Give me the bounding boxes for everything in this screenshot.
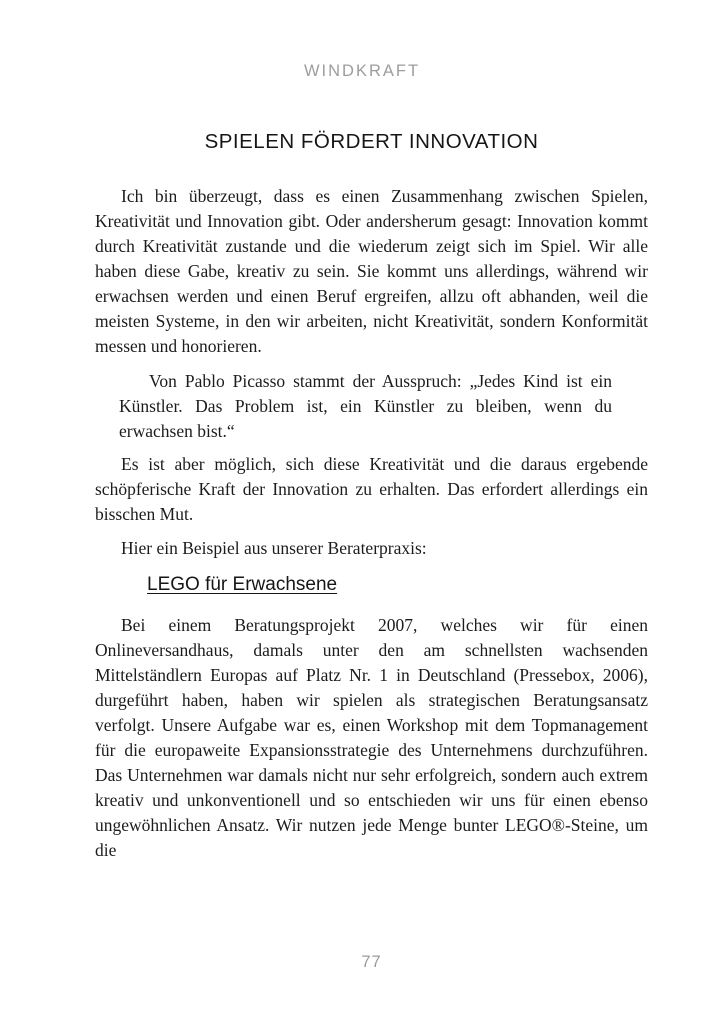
text-column (0, 130, 724, 863)
paragraph-possible: Es ist aber möglich, sich diese Kreativität und die daraus ergebende schöpferische Kraft der Innovation zu erhalten. Das erfordert allerdings ein bisschen Mut. (95, 454, 648, 524)
section-subheading: LEGO für Erwachsene (147, 574, 338, 595)
running-head: WINDKRAFT (303, 62, 421, 80)
chapter-title: SPIELEN FÖRDERT INNOVATION (204, 130, 539, 153)
page-number: 77 (361, 953, 382, 971)
paragraph-lego-case: Bei einem Beratungsprojekt 2007, welches wir für einen Onlineversandhaus, damals unter den am schnellsten wachsenden Mittelständlern Europas auf Platz Nr. 1 in Deutschland (Pressebox, 2006), durgeführt haben, haben wir spielen als strategischen Beratungsansatz verfolgt. Unsere Aufgabe war es, einen Workshop mit dem Topmanagement für die europaweite Expansionsstrategie des Unternehmens durchzuführen. Das Unternehmen war damals nicht nur sehr erfolgreich, sondern auch extrem kreativ und unkonventionell und so entschieden wir uns für einen ebenso ungewöhnlichen Ansatz. Wir nutzen jede Menge bunter LEGO®-Steine, um die (95, 615, 648, 860)
paragraph-intro: Ich bin überzeugt, dass es einen Zusammenhang zwischen Spielen, Kreativität und Innovation gibt. Oder andersherum gesagt: Innovation kommt durch Kreativität zustande und die wiederum zeigt sich im Spiel. Wir alle haben diese Gabe, kreativ zu sein. Sie kommt uns allerdings, während wir erwachsen werden und einen Beruf ergreifen, allzu oft abhanden, weil die meisten Systeme, in den wir arbeiten, nicht Kreativität, sondern Konformität messen und honorieren. (95, 186, 648, 356)
picasso-quote: Von Pablo Picasso stammt der Ausspruch: „Jedes Kind ist ein Künstler. Das Problem ist, ein Künstler zu bleiben, wenn du erwachsen bist.“ (119, 371, 612, 441)
paragraph-lead-in: Hier ein Beispiel aus unserer Beraterpraxis: (121, 538, 427, 558)
